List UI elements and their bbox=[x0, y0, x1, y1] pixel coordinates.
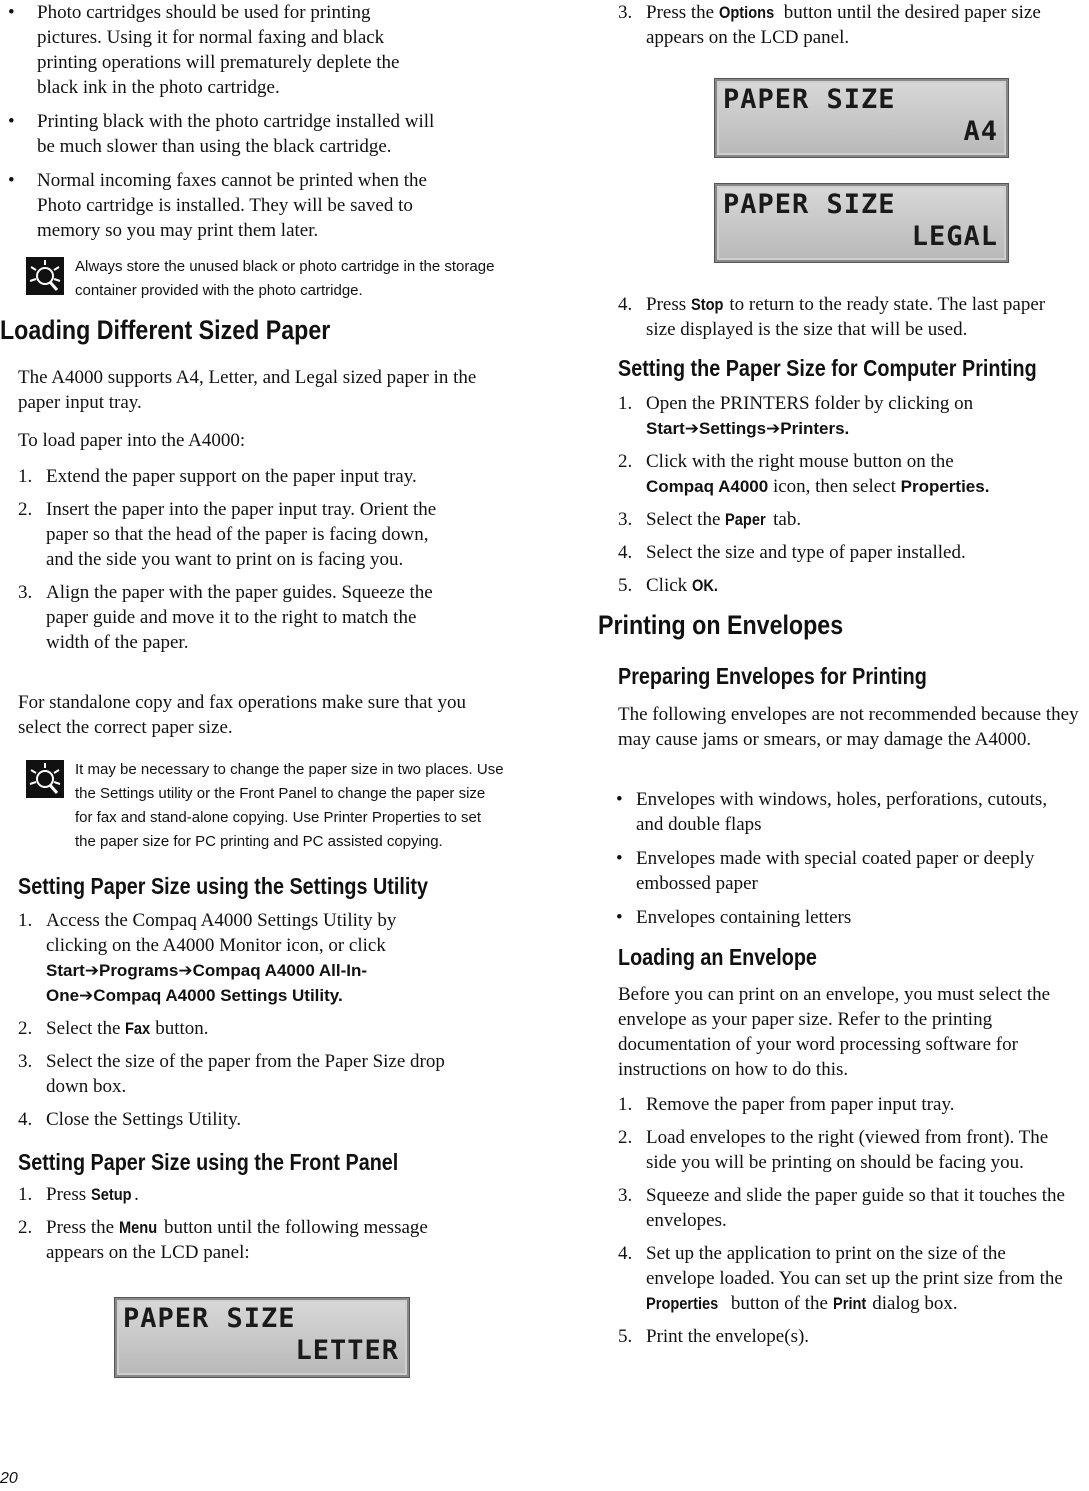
front-panel-steps-cont bbox=[618, 0, 1058, 58]
page-number: 20 bbox=[0, 1470, 18, 1487]
list-item: 1. Open the PRINTERS folder by clicking on Start➔Settings➔Printers. bbox=[618, 393, 974, 438]
note-text: Always store the unused black or photo cartridge in the storage container provided with the photo cartridge. bbox=[75, 258, 495, 299]
tip-note-paper-size bbox=[0, 758, 505, 854]
heading-printing-envelopes: Printing on Envelopes bbox=[598, 610, 844, 640]
list-item: 3. Press the Options button until the desired paper size appears on the LCD panel. bbox=[618, 2, 1041, 48]
heading-loading-envelope: Loading an Envelope bbox=[618, 944, 817, 970]
list-item: 3. Select the size of the paper from the Paper Size drop down box. bbox=[18, 1051, 445, 1097]
list-item: 3. Align the paper with the paper guides. Squeeze the paper guide and move it to the right to match the width of the paper. bbox=[18, 582, 433, 653]
list-item: 1. Extend the paper support on the paper input tray. bbox=[18, 466, 417, 487]
envelope-bullet-list bbox=[608, 787, 1078, 939]
paragraph: Before you can print on an envelope, you must select the envelope as your paper size. Refer to the printing documentation of your word processing software for instructions on how to do this. bbox=[618, 984, 1051, 1080]
list-item: • Envelopes made with special coated paper or deeply embossed paper bbox=[608, 846, 1078, 896]
list-item: 5. Print the envelope(s). bbox=[618, 1326, 810, 1347]
heading-settings-utility: Setting Paper Size using the Settings Utility bbox=[18, 873, 428, 899]
lcd-panel-legal: PAPER SIZE LEGAL bbox=[715, 184, 1008, 262]
cartridge-bullet-list bbox=[0, 0, 440, 252]
list-item: • Photo cartridges should be used for printing pictures. Using it for normal faxing and black printing operations will prematurely deplete the black ink in the photo cartridge. bbox=[0, 0, 440, 100]
settings-steps-list bbox=[18, 908, 458, 1140]
list-item: 3. Select the Paper tab. bbox=[618, 509, 802, 530]
computer-steps-list bbox=[618, 391, 1058, 606]
list-item: 3. Squeeze and slide the paper guide so that it touches the envelopes. bbox=[618, 1185, 1065, 1231]
heading-loading-paper: Loading Different Sized Paper bbox=[0, 315, 331, 345]
heading-preparing-envelopes: Preparing Envelopes for Printing bbox=[618, 663, 927, 689]
paragraph: The following envelopes are not recommended because they may cause jams or smears, or may damage the A4000. bbox=[618, 704, 1079, 750]
list-item: 2. Insert the paper into the paper input tray. Orient the paper so that the head of the paper is facing down, and the side you want to print on is facing you. bbox=[18, 499, 437, 570]
heading-front-panel: Setting Paper Size using the Front Panel bbox=[18, 1149, 399, 1175]
list-item: 2. Load envelopes to the right (viewed from front). The side you will be printing on should be facing you. bbox=[618, 1127, 1049, 1173]
lcd-panel-a4: PAPER SIZE A4 bbox=[715, 79, 1008, 157]
list-item: 5. Click OK. bbox=[618, 575, 718, 596]
load-steps-list bbox=[18, 464, 458, 663]
list-item: • Normal incoming faxes cannot be printed when the Photo cartridge is installed. They will be saved to memory so you may print them later. bbox=[0, 168, 440, 243]
list-item: 4. Close the Settings Utility. bbox=[18, 1109, 242, 1130]
list-item: • Envelopes containing letters bbox=[608, 905, 1078, 930]
paragraph: To load paper into the A4000: bbox=[18, 430, 246, 451]
envelope-steps-list bbox=[618, 1092, 1068, 1357]
lcd-panel-letter: PAPER SIZE LETTER bbox=[115, 1298, 409, 1377]
lightbulb-tip-icon bbox=[26, 760, 64, 798]
front-panel-steps-end bbox=[618, 292, 1068, 350]
list-item: 4. Set up the application to print on the size of the envelope loaded. You can set up the print size from the Properties button of the Print dialog box. bbox=[618, 1243, 1063, 1314]
list-item: 2. Click with the right mouse button on the Compaq A4000 icon, then select Properties. bbox=[618, 451, 990, 497]
paragraph: For standalone copy and fax operations make sure that you select the correct paper size. bbox=[18, 692, 466, 738]
paragraph: The A4000 supports A4, Letter, and Legal sized paper in the paper input tray. bbox=[18, 367, 477, 413]
note-text: It may be necessary to change the paper size in two places. Use the Settings utility or the Front Panel to change the paper size for fax and stand-alone copying. Use Printer Properties to set the paper size for PC printing and PC assisted copying. bbox=[75, 761, 504, 850]
list-item: 1. Press Setup . bbox=[18, 1184, 139, 1205]
list-item: 4. Press Stop to return to the ready state. The last paper size displayed is the size that will be used. bbox=[618, 294, 1046, 340]
list-item: 4. Select the size and type of paper installed. bbox=[618, 542, 966, 563]
list-item: 2. Select the Fax button. bbox=[18, 1018, 209, 1039]
list-item: 1. Access the Compaq A4000 Settings Utility by clicking on the A4000 Monitor icon, or click Start➔Programs➔Compaq A4000 All-In-One➔Compaq A4000 Settings Utility. bbox=[18, 910, 397, 1005]
list-item: 2. Press the Menu button until the following message appears on the LCD panel: bbox=[18, 1217, 428, 1263]
list-item: • Envelopes with windows, holes, perforations, cutouts, and double flaps bbox=[608, 787, 1078, 837]
list-item: 1. Remove the paper from paper input tray. bbox=[618, 1094, 955, 1115]
tip-note-storage bbox=[0, 255, 505, 303]
list-item: • Printing black with the photo cartridge installed will be much slower than using the black cartridge. bbox=[0, 109, 440, 159]
lightbulb-tip-icon bbox=[26, 257, 64, 295]
heading-computer-printing: Setting the Paper Size for Computer Printing bbox=[618, 355, 1037, 381]
front-panel-steps-list bbox=[18, 1182, 458, 1273]
